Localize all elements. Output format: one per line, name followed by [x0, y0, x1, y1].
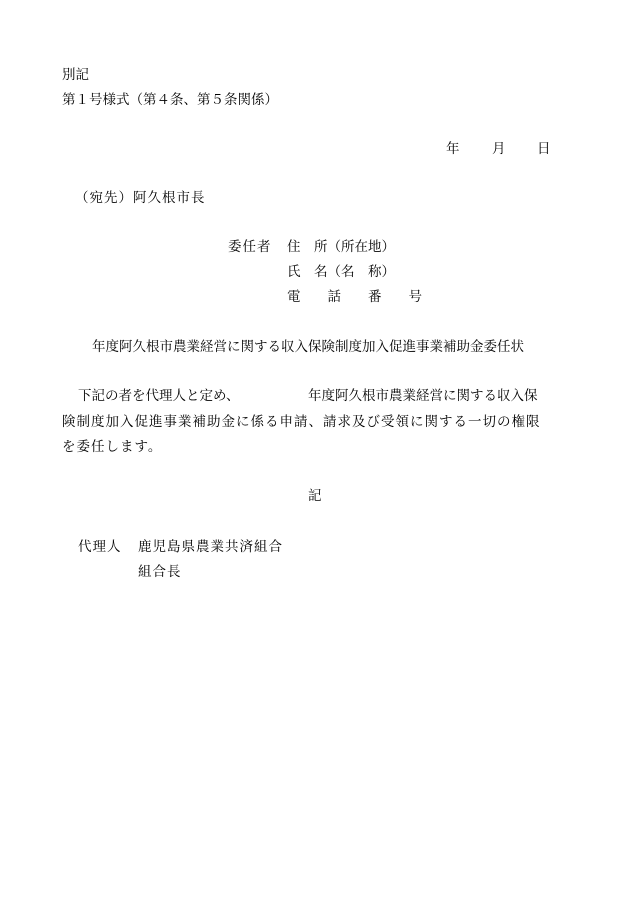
body-line-2: 険制度加入促進事業補助金に係る申請、請求及び受領に関する一切の権限 — [62, 414, 541, 430]
delegator-address-label: 住 所（所在地） — [287, 239, 395, 255]
ki-heading: 記 — [308, 488, 322, 504]
delegator-phone-label: 電 話 番 号 — [287, 289, 422, 305]
document-title: 年度阿久根市農業経営に関する収入保険制度加入促進事業補助金委任状 — [92, 339, 524, 355]
delegator-name-label: 氏 名（名 称） — [287, 264, 395, 280]
date-year: 年 — [446, 141, 460, 157]
annex-label: 別記 — [62, 67, 89, 83]
agent-label: 代理人 — [78, 539, 122, 555]
form-number: 第１号様式（第４条、第５条関係） — [62, 92, 278, 108]
addressee: （宛先）阿久根市長 — [75, 190, 206, 206]
date-day: 日 — [537, 141, 551, 157]
date-month: 月 — [492, 141, 506, 157]
agent-organization: 鹿児島県農業共済組合 — [138, 539, 283, 555]
body-line-3: を委任します。 — [62, 439, 163, 455]
delegator-role: 委任者 — [228, 239, 272, 255]
body-line-1b: 年度阿久根市農業経営に関する収入保 — [308, 388, 538, 404]
agent-title: 組合長 — [138, 564, 182, 580]
body-line-1a: 下記の者を代理人と定め、 — [78, 388, 240, 404]
